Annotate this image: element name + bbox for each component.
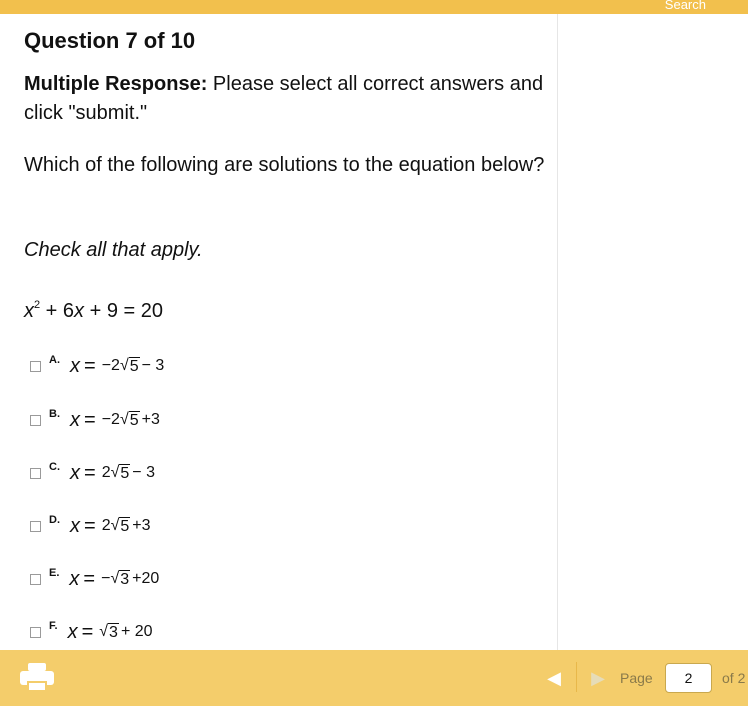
divider [576,662,577,692]
checkbox[interactable] [30,521,41,532]
radical-sign-icon: √ [110,516,120,534]
option-tail: +3 [141,411,160,428]
option-letter: A. [49,354,60,366]
option-letter: D. [49,514,60,526]
option-equals: = [84,461,96,484]
option-equals: = [84,354,96,377]
question-type-label: Multiple Response: [24,73,208,95]
instructions [24,70,544,128]
radical-sign-icon: √ [119,410,129,428]
question-title: Question 7 of 10 [24,28,196,53]
equation-var: x [74,300,85,322]
radical-sign-icon: √ [110,569,120,587]
answer-option-c[interactable] [30,461,155,485]
question-panel [8,14,558,650]
radicand: 5 [120,464,130,482]
equation-part: + 9 = 20 [84,300,164,322]
option-equals: = [84,408,96,431]
equation-var: x [24,300,34,322]
radicand: 5 [129,411,139,429]
option-variable: x [67,620,78,643]
radical-sign-icon: √ [99,622,109,640]
square-root [120,357,140,376]
option-sign: − [101,357,112,374]
check-all-hint: Check all that apply. [24,239,203,261]
radicand: 3 [109,623,118,641]
option-variable: x [70,461,80,484]
option-tail: +3 [132,517,151,534]
checkbox[interactable] [30,574,41,585]
option-tail: +20 [132,570,160,587]
footer-bar [0,650,748,706]
arrow-left-icon[interactable]: ◀ [547,668,561,688]
printer-icon[interactable] [20,663,54,693]
square-root [110,570,130,589]
option-equals: = [84,514,96,537]
radicand: 5 [120,517,130,535]
radicand: 5 [129,357,139,375]
footer-spacer [0,706,748,718]
option-letter: B. [49,408,60,420]
option-tail: + 20 [120,623,153,640]
instructions-text: Please select all correct answers and click "submit." [24,73,544,124]
radicand: 3 [120,570,130,588]
equation [24,299,163,323]
option-variable: x [70,354,80,377]
checkbox[interactable] [30,361,41,372]
option-variable: x [69,567,80,590]
square-root [111,464,131,483]
option-equals: = [81,620,94,643]
option-coefficient: 2 [101,464,111,481]
option-sign: − [101,570,111,587]
page-label: Page [620,670,653,686]
top-bar [0,0,748,14]
option-coefficient: 2 [111,357,120,374]
square-root [99,623,119,642]
option-variable: x [70,514,80,537]
answer-option-b[interactable] [30,408,160,432]
checkbox[interactable] [30,627,41,638]
equation-part: + 6 [40,300,75,322]
answer-option-a[interactable] [30,354,164,378]
side-panel [558,14,748,650]
equation-exponent: 2 [34,299,41,311]
option-tail: − 3 [141,357,165,374]
page-number-input[interactable] [665,663,712,693]
option-variable: x [70,408,80,431]
option-letter: C. [49,461,60,473]
option-coefficient: 2 [101,517,111,534]
option-letter: F. [49,620,58,632]
option-sign: − [101,411,112,428]
search-label[interactable]: Search [664,0,706,12]
radical-sign-icon: √ [119,356,129,374]
answer-option-f[interactable] [30,620,153,644]
answer-option-e[interactable] [30,567,159,591]
square-root [120,411,140,430]
arrow-right-icon[interactable]: ▶ [591,668,605,688]
checkbox[interactable] [30,468,41,479]
option-tail: − 3 [132,464,155,481]
option-coefficient: 2 [111,411,120,428]
radical-sign-icon: √ [110,463,120,481]
square-root [111,517,131,536]
question-prompt: Which of the following are solutions to the equation below? [24,154,545,176]
option-equals: = [83,567,96,590]
checkbox[interactable] [30,415,41,426]
page-total: of 2 [722,670,746,686]
answer-option-d[interactable] [30,514,151,538]
option-letter: E. [49,567,60,579]
